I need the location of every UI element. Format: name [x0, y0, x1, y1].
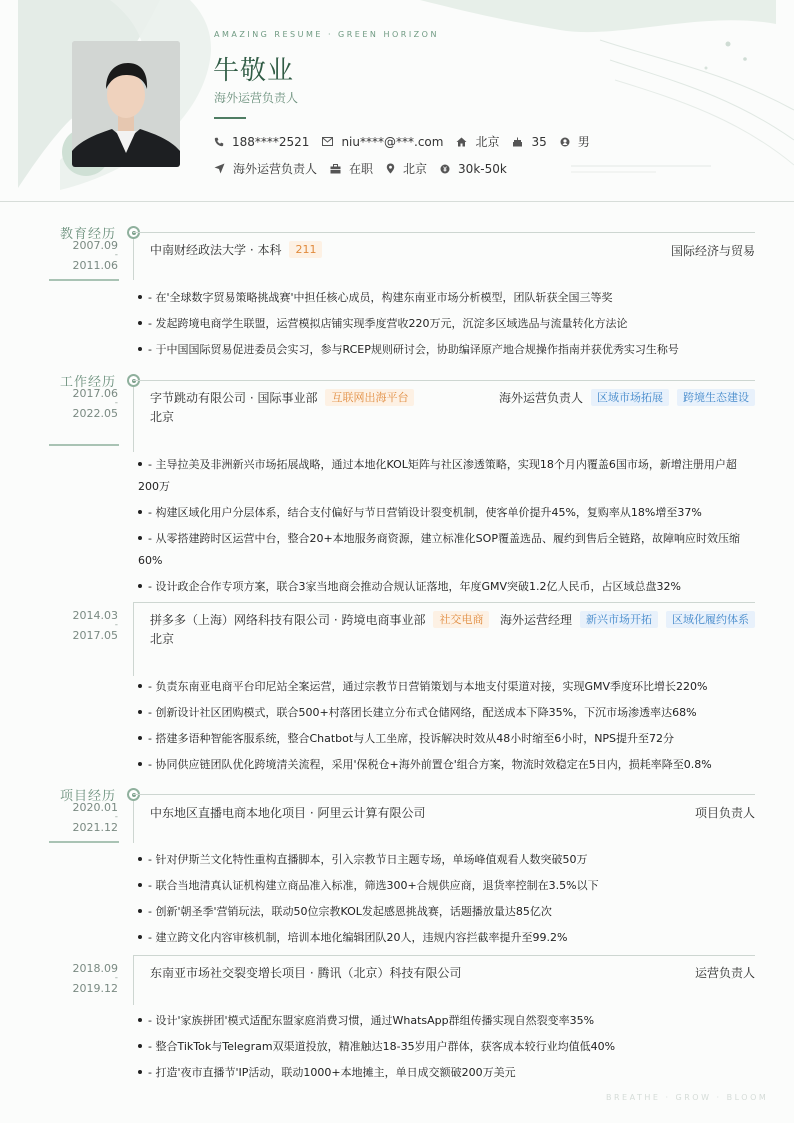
title-underline [214, 117, 246, 119]
list-item: - 整合TikTok与Telegram双渠道投放，精准触达18-35岁用户群体，获客成本较行业均值低40% [138, 1036, 756, 1062]
bullet-dot [138, 510, 142, 514]
section-rule [133, 380, 755, 381]
contact-city [456, 133, 499, 150]
bullet-dot [138, 762, 142, 766]
project-title: 东南亚市场社交裂变增长项目 · 腾讯（北京）科技有限公司 [150, 966, 462, 980]
project-name [150, 804, 425, 821]
bullet-text: 协同供应链团队优化跨境清关流程，采用'保税仓+海外前置仓'组合方案，物流时效稳定在5日内，损耗率降至0.8% [155, 758, 712, 771]
section-underline [49, 444, 119, 446]
list-item: - 联合当地清真认证机构建立商品准入标准，筛选300+合规供应商，退货率控制在3.5%以下 [138, 875, 756, 901]
bullet-dot [138, 710, 142, 714]
bullet-text: 在'全球数字贸易策略挑战赛'中担任核心成员，构建东南亚市场分析模型，团队斩获全国三等奖 [155, 291, 613, 304]
location-pin-icon [386, 163, 395, 174]
intent-salary [440, 162, 507, 176]
bullet-text: 设计'家族拼团'模式适配东盟家庭消费习惯，通过WhatsApp群组传播实现自然裂变率35% [155, 1014, 595, 1027]
date-sep: - [114, 250, 118, 260]
bullet-dot [138, 684, 142, 688]
home-icon [456, 137, 467, 147]
list-item: - 设计'家族拼团'模式适配东盟家庭消费习惯，通过WhatsApp群组传播实现自然裂变率35% [138, 1010, 756, 1036]
intent-city [386, 160, 427, 177]
briefcase-icon [330, 164, 341, 174]
list-item: - 从零搭建跨时区运营中台，整合20+本地服务商资源，建立标准化SOP覆盖选品、履约到售后全链路，故障响应时效压缩60% [138, 532, 740, 567]
skill-tag: 区域化履约体系 [666, 611, 755, 628]
date-end: 2021.12 [72, 821, 118, 834]
date-start: 2017.06 [72, 387, 118, 400]
bullet-dot [138, 295, 142, 299]
bullet-text: 设计政企合作专项方案，联合3家当地商会推动合规认证落地，年度GMV突破1.2亿人民币，占区域总盘32% [155, 580, 681, 593]
job-location: 北京 [150, 632, 175, 646]
major-text: 国际经济与贸易 [670, 244, 755, 258]
project-dates [50, 962, 118, 995]
candidate-name: 牛敬业 [213, 56, 295, 86]
bullet-dot [138, 857, 142, 861]
skill-tag: 区域市场拓展 [591, 389, 669, 406]
bullet-dot [138, 909, 142, 913]
bullet-text: 创新设计社区团购模式，联合500+村落团长建立分布式仓储网络，配送成本下降35%，下沉市场渗透率达68% [155, 706, 697, 719]
person-avatar-icon [72, 41, 180, 167]
section-rule [133, 232, 755, 233]
date-end: 2022.05 [72, 407, 118, 420]
bullet-text: 针对伊斯兰文化特性重构直播脚本，引入宗教节日主题专场，单场峰值观看人数突破50万 [155, 853, 588, 866]
section-underline [49, 841, 119, 843]
money-icon [440, 164, 450, 174]
salary-text: 30k-50k [458, 161, 507, 176]
contact-row [214, 133, 603, 150]
intent-position [214, 160, 317, 177]
job-role [499, 389, 755, 406]
timeline-line [133, 602, 134, 676]
list-item: - 创新'朝圣季'营销玩法，联动50位宗教KOL发起感恩挑战赛，话题播放量达85亿次 [138, 901, 756, 927]
contact-phone [214, 135, 309, 149]
email-icon [322, 137, 333, 146]
email-text: niu****@***.com [341, 134, 444, 149]
section-rule [133, 955, 755, 956]
bullet-text: 建立跨文化内容审核机制，培训本地化编辑团队20人，违规内容拦截率提升至99.2% [155, 931, 568, 944]
date-sep: - [114, 812, 118, 822]
date-start: 2020.01 [72, 801, 118, 814]
candidate-title: 海外运营负责人 [214, 91, 299, 105]
timeline-line [133, 380, 134, 452]
date-end: 2011.06 [72, 259, 118, 272]
project-bullets [138, 1010, 756, 1088]
bullet-text: 联合当地清真认证机构建立商品准入标准，筛选300+合规供应商，退货率控制在3.5%以下 [155, 879, 599, 892]
city-text: 北京 [475, 135, 500, 149]
bullet-dot [138, 536, 142, 540]
bullet-dot [138, 883, 142, 887]
section-title-projects: 项目经历 [60, 789, 117, 804]
role-text: 海外运营经理 [499, 613, 572, 627]
date-end: 2019.12 [72, 982, 118, 995]
date-end: 2017.05 [72, 629, 118, 642]
bullet-dot [138, 1070, 142, 1074]
list-item: - 负责东南亚电商平台印尼站全案运营，通过宗教节日营销策划与本地支付渠道对接，实现GMV季度环比增长220% [138, 676, 756, 702]
project-title: 中东地区直播电商本地化项目 · 阿里云计算有限公司 [150, 806, 426, 820]
timeline-line [133, 232, 134, 280]
bullet-dot [138, 584, 142, 588]
education-school [150, 241, 322, 258]
job-dates [50, 387, 118, 420]
job-intent-row [214, 160, 520, 177]
education-dates [50, 239, 118, 272]
footer-motto: BREATHE · GROW · BLOOM [606, 1093, 769, 1102]
education-bullets [138, 287, 756, 365]
school-tag: 211 [289, 241, 322, 258]
project-role [695, 964, 755, 981]
job-role [500, 611, 755, 628]
bullet-dot [138, 1044, 142, 1048]
gender-text: 男 [577, 135, 590, 149]
project-name [150, 964, 461, 981]
date-start: 2018.09 [72, 962, 118, 975]
project-bullets [138, 849, 756, 953]
date-sep: - [114, 398, 118, 408]
project-dates [50, 801, 118, 834]
role-text: 海外运营负责人 [498, 391, 583, 405]
date-sep: - [114, 973, 118, 983]
role-text: 运营负责人 [694, 966, 755, 980]
bullet-text: 负责东南亚电商平台印尼站全案运营，通过宗教节日营销策划与本地支付渠道对接，实现GMV季度环比增长220% [155, 680, 708, 693]
job-dates [50, 609, 118, 642]
bullet-dot [138, 1018, 142, 1022]
job-location: 北京 [150, 410, 175, 424]
company-tag: 互联网出海平台 [325, 389, 414, 406]
bullet-text: 发起跨境电商学生联盟，运营模拟店铺实现季度营收220万元，沉淀多区域选品与流量转化方法论 [155, 317, 628, 330]
job-company [150, 611, 489, 628]
list-item: - 构建区域化用户分层体系，结合支付偏好与节日营销设计裂变机制，使客单价提升45%，复购率从18%增至37% [138, 502, 756, 524]
job-company [150, 389, 414, 406]
list-item: - 于中国国际贸易促进委员会实习，参与RCEP规则研讨会，协助编译原产地合规操作指南并获优秀实习生称号 [138, 339, 756, 365]
contact-age [512, 135, 546, 149]
phone-icon [214, 137, 224, 147]
list-item: - 发起跨境电商学生联盟，运营模拟店铺实现季度营收220万元，沉淀多区域选品与流量转化方法论 [138, 313, 756, 339]
date-sep: - [114, 620, 118, 630]
list-item: - 主导拉美及非洲新兴市场拓展战略，通过本地化KOL矩阵与社区渗透策略，实现18个月内覆盖6国市场，新增注册用户超200万 [138, 458, 737, 493]
contact-email [322, 135, 443, 149]
education-major [671, 242, 755, 259]
date-start: 2014.03 [72, 609, 118, 622]
bullet-text: 搭建多语种智能客服系统，整合Chatbot与人工坐席，投诉解决时效从48小时缩至6小时，NPS提升至72分 [155, 732, 675, 745]
section-rule [133, 794, 755, 795]
bullet-text: 整合TikTok与Telegram双渠道投放，精准触达18-35岁用户群体，获客成本较行业均值低40% [155, 1040, 616, 1053]
skill-tag: 新兴市场开拓 [580, 611, 658, 628]
section-title-education: 教育经历 [60, 227, 117, 242]
list-item: - 创新设计社区团购模式，联合500+村落团长建立分布式仓储网络，配送成本下降35%，下沉市场渗透率达68% [138, 702, 756, 728]
intent-city-text: 北京 [403, 162, 428, 176]
age-text: 35 [531, 134, 547, 149]
skill-tag: 跨境生态建设 [677, 389, 755, 406]
phone-text: 188****2521 [232, 134, 310, 149]
bullet-text: 主导拉美及非洲新兴市场拓展战略，通过本地化KOL矩阵与社区渗透策略，实现18个月内覆盖6国市场，新增注册用户超200万 [138, 458, 737, 493]
company-name: 拼多多（上海）网络科技有限公司 · 跨境电商事业部 [150, 613, 426, 627]
bullet-text: 于中国国际贸易促进委员会实习，参与RCEP规则研讨会，协助编译原产地合规操作指南并获优秀实习生称号 [155, 343, 679, 356]
status-text: 在职 [349, 162, 374, 176]
school-name: 中南财经政法大学 · 本科 [150, 243, 282, 257]
bullet-dot [138, 321, 142, 325]
list-item: - 设计政企合作专项方案，联合3家当地商会推动合规认证落地，年度GMV突破1.2亿人民币，占区域总盘32% [138, 576, 756, 598]
cake-icon [512, 137, 523, 147]
company-name: 字节跳动有限公司 · 国际事业部 [150, 391, 318, 405]
section-underline [49, 279, 119, 281]
list-item: - 搭建多语种智能客服系统，整合Chatbot与人工坐席，投诉解决时效从48小时缩至6小时，NPS提升至72分 [138, 728, 756, 754]
bullet-dot [138, 736, 142, 740]
send-icon [214, 163, 225, 174]
bullet-text: 从零搭建跨时区运营中台，整合20+本地服务商资源，建立标准化SOP覆盖选品、履约到售后全链路，故障响应时效压缩60% [138, 532, 740, 567]
list-item: - 针对伊斯兰文化特性重构直播脚本，引入宗教节日主题专场，单场峰值观看人数突破50万 [138, 849, 756, 875]
bullet-text: 打造'夜市直播节'IP活动，联动1000+本地摊主，单日成交额破200万美元 [155, 1066, 516, 1079]
bullet-dot [138, 935, 142, 939]
contact-gender [560, 133, 590, 150]
section-rule [133, 602, 755, 603]
list-item: - 打造'夜市直播节'IP活动，联动1000+本地摊主，单日成交额破200万美元 [138, 1062, 756, 1088]
section-title-work: 工作经历 [60, 375, 117, 390]
bullet-text: 创新'朝圣季'营销玩法，联动50位宗教KOL发起感恩挑战赛，话题播放量达85亿次 [155, 905, 552, 918]
list-item: - 在'全球数字贸易策略挑战赛'中担任核心成员，构建东南亚市场分析模型，团队斩获全国三等奖 [138, 287, 756, 313]
timeline-line [133, 955, 134, 1005]
list-item: - 协同供应链团队优化跨境清关流程，采用'保税仓+海外前置仓'组合方案，物流时效稳定在5日内，损耗率降至0.8% [138, 754, 756, 780]
bullet-dot [138, 462, 142, 466]
resume-tagline: AMAZING RESUME · GREEN HORIZON [214, 30, 439, 39]
bullet-text: 构建区域化用户分层体系，结合支付偏好与节日营销设计裂变机制，使客单价提升45%，复购率从18%增至37% [155, 506, 702, 519]
date-start: 2007.09 [72, 239, 118, 252]
project-role [695, 804, 755, 821]
intent-status [330, 160, 373, 177]
job-bullets [138, 454, 756, 598]
role-text: 项目负责人 [694, 806, 755, 820]
gender-icon [560, 137, 570, 147]
company-tag: 社交电商 [433, 611, 489, 628]
list-item: - 建立跨文化内容审核机制，培训本地化编辑团队20人，违规内容拦截率提升至99.2% [138, 927, 756, 953]
profile-photo [72, 41, 180, 167]
bullet-dot [138, 347, 142, 351]
header-divider [0, 201, 794, 202]
job-bullets [138, 676, 756, 780]
position-text: 海外运营负责人 [233, 162, 318, 176]
